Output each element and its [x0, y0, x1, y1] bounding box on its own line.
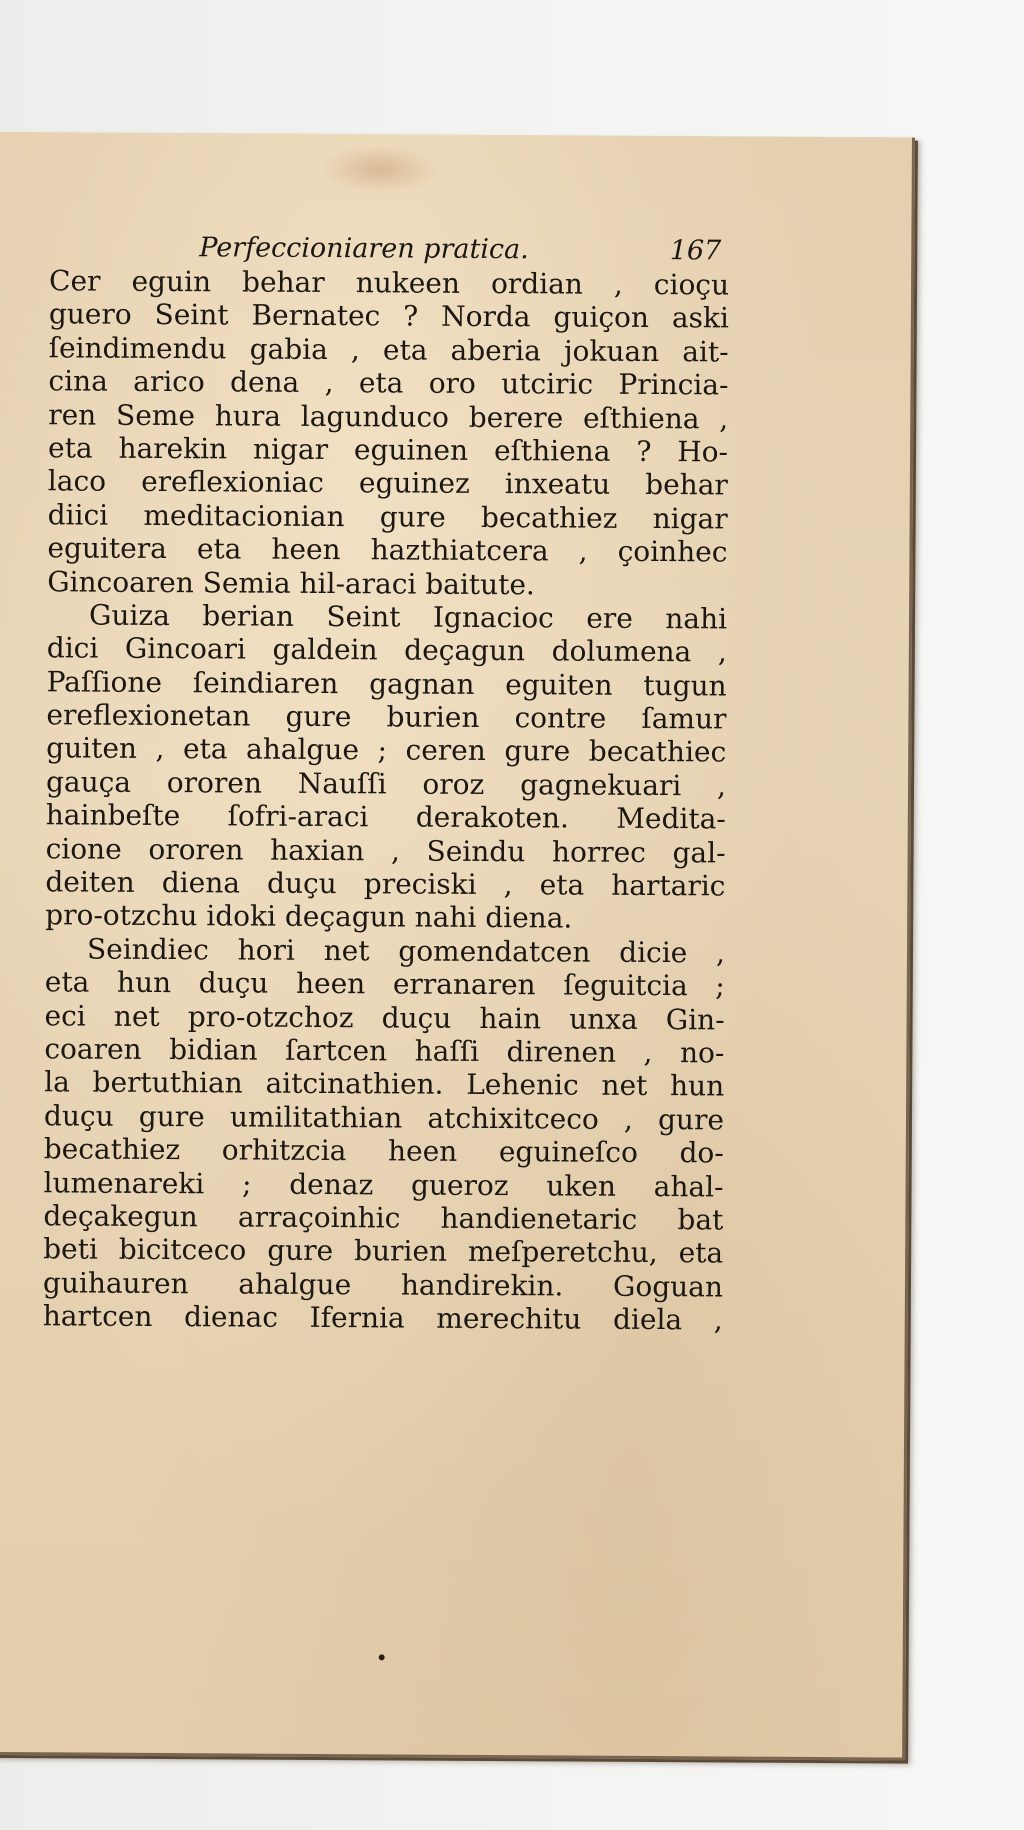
- text-line: diici meditacionian gure becathiez nigar: [47, 498, 728, 536]
- text-line: ſeindimendu gabia , eta aberia jokuan ait-: [48, 331, 729, 369]
- text-line: eguitera eta heen hazthiatcera , çoinhec: [47, 531, 728, 569]
- text-line: deçakegun arraçoinhic handienetaric bat: [43, 1199, 724, 1237]
- text-line: Gincoaren Semia hil-araci baitute.: [47, 564, 535, 601]
- text-line: Guiza berian Seint Ignacioc ere nahi: [88, 598, 728, 636]
- running-head-title: Perfeccioniaren pratica.: [199, 232, 529, 266]
- text-line: guero Seint Bernatec ? Norda guiçon aski: [48, 297, 729, 335]
- text-line: eta harekin nigar eguinen eſthiena ? Ho-: [47, 431, 729, 469]
- text-line: guiten , eta ahalgue ; ceren gure becathiec: [46, 731, 727, 769]
- text-line: Cer eguin behar nukeen ordian , cioçu: [48, 264, 730, 302]
- text-line: Paſſione ſeindiaren gagnan eguiten tugun: [46, 664, 727, 703]
- text-line: Seindiec hori net gomendatcen dicie ,: [86, 932, 726, 970]
- text-line: duçu gure umilitathian atchixitceco , gure: [43, 1099, 725, 1137]
- page-number: 167: [669, 235, 722, 267]
- book-page: [0, 132, 915, 1761]
- paper-stain: [320, 144, 440, 195]
- text-line: beti bicitceco gure burien meſperetchu, eta: [43, 1232, 724, 1270]
- text-line: pro-otzchu idoki deçagun nahi diena.: [45, 898, 573, 935]
- text-line: becathiez orhitzcia heen eguineſco do-: [43, 1132, 724, 1170]
- text-line: laco ereflexioniac eguinez inxeatu behar: [47, 464, 728, 502]
- text-line: ren Seme hura lagunduco berere eſthiena ,: [48, 397, 729, 436]
- text-line: deiten diena duçu preciski , eta hartaric: [45, 865, 726, 903]
- page-text-block: [43, 230, 730, 1337]
- text-line: eci net pro-otzchoz duçu hain unxa Gin-: [44, 998, 725, 1037]
- text-line: la bertuthian aitcinathien. Lehenic net hun: [44, 1065, 725, 1103]
- text-line: guihauren ahalgue handirekin. Goguan: [42, 1266, 724, 1304]
- text-line: cione ororen haxian , Seindu horrec gal-: [45, 831, 726, 870]
- text-line: gauça ororen Nauſſi oroz gagnekuari ,: [45, 765, 727, 803]
- text-line: hartcen dienac Ifernia merechitu diela ,: [42, 1299, 723, 1337]
- text-line: cina arico dena , eta oro utciric Princia-: [48, 364, 729, 402]
- text-line: coaren bidian ſartcen haſſi direnen , no-: [44, 1032, 725, 1070]
- running-head: [49, 230, 729, 268]
- text-line: lumenareki ; denaz gueroz uken ahal-: [43, 1165, 724, 1203]
- text-line: dici Gincoari galdein deçagun dolumena ,: [46, 631, 727, 669]
- text-line: eta hun duçu heen erranaren ſeguitcia ;: [44, 965, 725, 1003]
- text-line: ereflexionetan gure burien contre ſamur: [46, 698, 727, 736]
- text-line: hainbeſte ſofri-araci derakoten. Medita-: [45, 798, 726, 836]
- ink-dot: [379, 1654, 385, 1660]
